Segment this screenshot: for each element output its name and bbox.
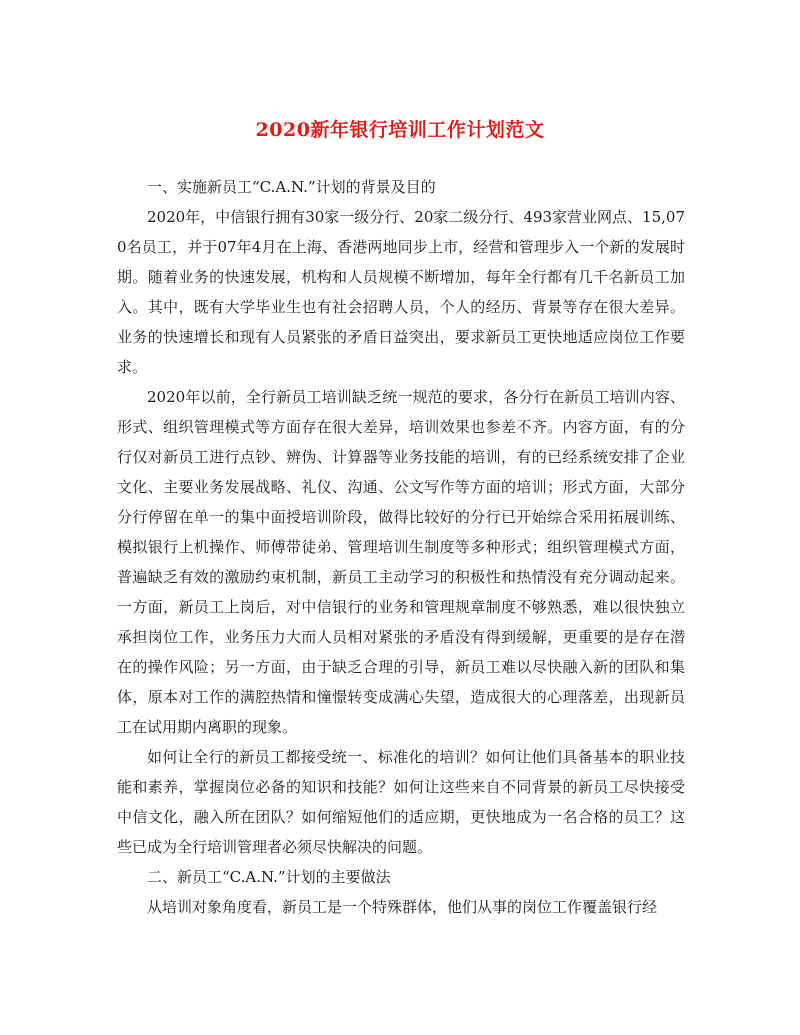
paragraph-training-targets: 从培训对象角度看，新员工是一个特殊群体，他们从事的岗位工作覆盖银行经 xyxy=(147,898,658,916)
section-heading-practices: 二、新员工“C.A.N.”计划的主要做法 xyxy=(147,868,391,886)
paragraph-bank-overview: 2020年，中信银行拥有30家一级分行、20家二级分行、493家营业网点、15,070名员工，并于07年4月在上海、香港两地同步上市，经营和管理步入一个新的发展时期。随着业务的快速发展，机构和人员规模不断增加，每年全行都有几千名新员工加入。其中，既有大学毕业生也有社会招聘人员，个人的经历、背景等存在很大差异。业务的快速增长和现有人员紧张的矛盾日益突出，要求新员工更快地适应岗位工作要求。 xyxy=(117,208,685,376)
document-title: 2020新年银行培训工作计划范文 xyxy=(255,119,545,141)
document-body xyxy=(117,172,685,922)
paragraph-training-problems: 2020年以前，全行新员工培训缺乏统一规范的要求，各分行在新员工培训内容、形式、组织管理模式等方面存在很大差异，培训效果也参差不齐。内容方面，有的分行仅对新员工进行点钞、辨伪、计算器等业务技能的培训，有的已经系统安排了企业文化、主要业务发展战略、礼仪、沟通、公文写作等方面的培训；形式方面，大部分分行停留在单一的集中面授培训阶段，做得比较好的分行已开始综合采用拓展训练、模拟银行上机操作、师傅带徒弟、管理培训生制度等多种形式；组织管理模式方面，普遍缺乏有效的激励约束机制，新员工主动学习的积极性和热情没有充分调动起来。一方面，新员工上岗后，对中信银行的业务和管理规章制度不够熟悉，难以很快独立承担岗位工作，业务压力大而人员相对紧张的矛盾没有得到缓解，更重要的是存在潜在的操作风险；另一方面，由于缺乏合理的引导，新员工难以尽快融入新的团队和集体，原本对工作的满腔热情和憧憬转变成满心失望，造成很大的心理落差，出现新员工在试用期内离职的现象。 xyxy=(117,388,685,736)
section-heading-background: 一、实施新员工“C.A.N.”计划的背景及目的 xyxy=(147,178,436,196)
paragraph-key-questions: 如何让全行的新员工都接受统一、标准化的培训？如何让他们具备基本的职业技能和素养，掌握岗位必备的知识和技能？如何让这些来自不同背景的新员工尽快接受中信文化，融入所在团队？如何缩短他们的适应期，更快地成为一名合格的员工？这些已成为全行培训管理者必须尽快解决的问题。 xyxy=(117,748,685,856)
